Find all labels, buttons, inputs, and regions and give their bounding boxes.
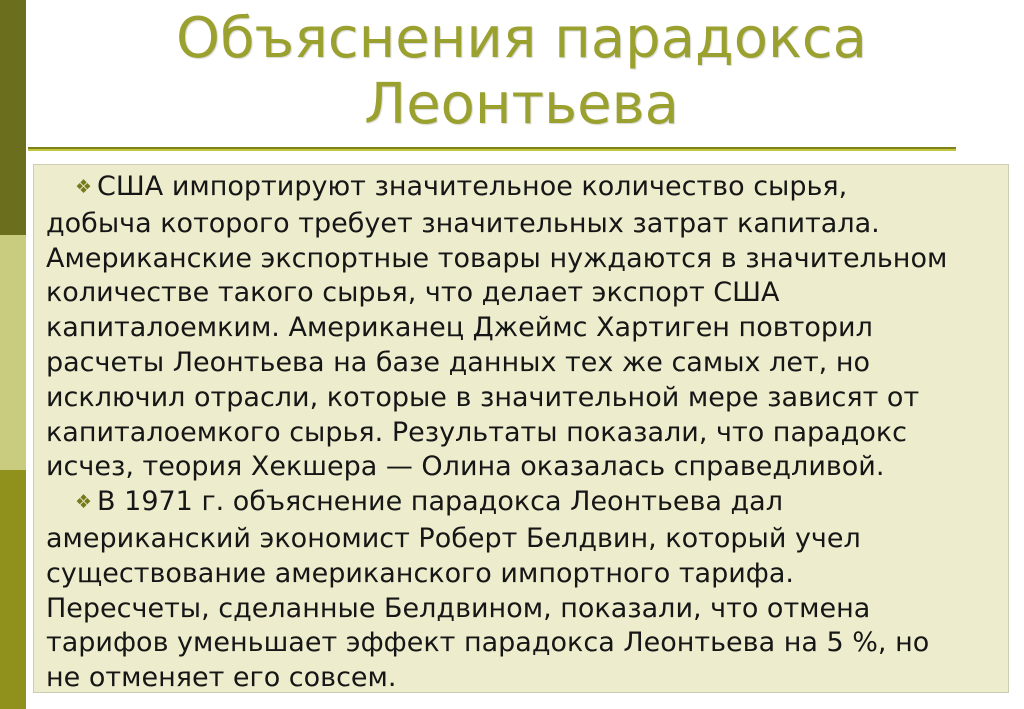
body-text — [46, 170, 1000, 693]
text-line — [46, 485, 1000, 522]
text-line — [46, 557, 1000, 592]
line-text: расчеты Леонтьева на базе данных тех же самых лет, но — [46, 346, 871, 378]
line-text: тарифов уменьшает эффект парадокса Леонтьева на 5 %, но — [46, 627, 930, 659]
bullet-diamond-icon: ❖ — [75, 491, 93, 514]
line-text: количестве такого сырья, что делает экспорт США — [46, 277, 780, 309]
left-accent-bar — [0, 0, 26, 709]
text-line — [46, 661, 1000, 693]
body-panel — [33, 164, 1009, 693]
text-line — [46, 170, 1000, 207]
line-text: не отменяет его совсем. — [46, 662, 397, 693]
accent-segment-dark — [0, 0, 26, 235]
accent-segment-light — [0, 235, 26, 470]
line-text: В 1971 г. объяснение парадокса Леонтьева дал — [97, 486, 783, 518]
slide-title-line-2: Леонтьева — [364, 72, 679, 137]
slide-title-line-1: Объяснения парадокса — [176, 6, 867, 71]
line-text: США импортируют значительное количество сырья, — [97, 171, 848, 202]
line-text: исключил отрасли, которые в значительной мере зависят от — [46, 381, 920, 413]
text-line — [46, 242, 1000, 277]
text-line — [46, 522, 1000, 557]
text-line — [46, 346, 1000, 381]
line-text: Пересчеты, сделанные Белдвином, показали, что отмена — [46, 592, 871, 624]
bullet-diamond-icon: ❖ — [75, 176, 93, 198]
text-line — [46, 381, 1000, 416]
slide-title — [33, 6, 1010, 138]
text-line — [46, 207, 1000, 242]
line-text: добыча которого требует значительных затрат капитала. — [46, 207, 880, 239]
line-text: американский экономист Роберт Белдвин, который учел — [46, 522, 861, 554]
line-text: существование американского импортного тарифа. — [46, 557, 794, 589]
title-underline — [28, 147, 956, 151]
text-line — [46, 592, 1000, 627]
text-line — [46, 276, 1000, 311]
accent-segment-olive — [0, 470, 26, 709]
text-line — [46, 311, 1000, 346]
line-text: Американские экспортные товары нуждаются в значительном — [46, 242, 948, 274]
text-line — [46, 626, 1000, 661]
line-text: капиталоемкого сырья. Результаты показали, что парадокс — [46, 416, 908, 448]
line-text: капиталоемким. Американец Джеймс Хартиген повторил — [46, 312, 873, 344]
text-line — [46, 450, 1000, 485]
text-line — [46, 416, 1000, 451]
line-text: исчез, теория Хекшера — Олина оказалась справедливой. — [46, 451, 885, 483]
